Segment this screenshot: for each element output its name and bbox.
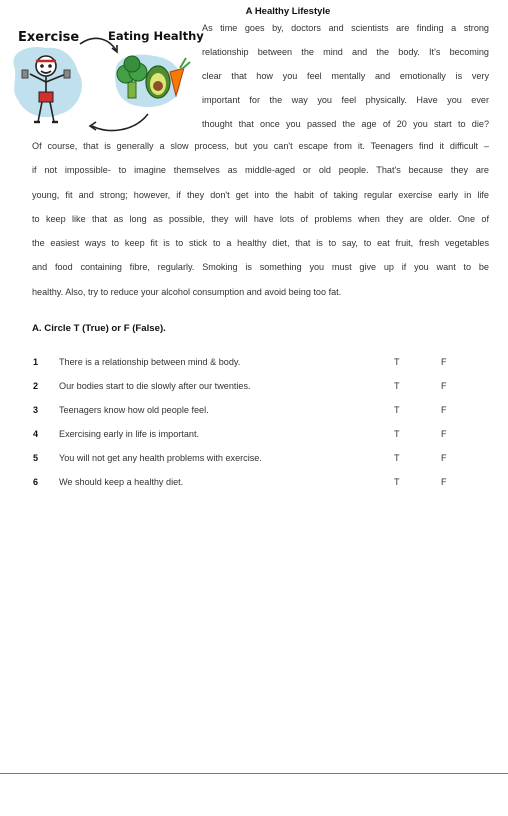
paragraph-line: healthy. Also, try to reduce your alcohol consumption and avoid being too fat. — [32, 286, 342, 297]
bottom-divider — [0, 773, 508, 774]
question-number: 5 — [33, 453, 39, 463]
body-paragraph — [32, 134, 489, 304]
avocado-icon — [146, 66, 170, 98]
document-title: A Healthy Lifestyle — [245, 6, 331, 17]
question-text: Teenagers know how old people feel. — [59, 405, 209, 415]
paragraph-line: to keep like that as long as possible, they will have lots of problems when they are older. One of — [32, 213, 489, 224]
question-row — [0, 357, 508, 371]
true-option[interactable]: T — [394, 429, 400, 439]
intro-paragraph — [202, 16, 489, 136]
paragraph-line: and food containing fibre, regularly. Smoking is something you must give up if you want to be — [32, 262, 489, 273]
paragraph-line: relationship between the mind and the body. It's becoming — [202, 47, 489, 57]
question-row — [0, 405, 508, 419]
true-option[interactable]: T — [394, 381, 400, 391]
false-option[interactable]: F — [441, 405, 447, 415]
label-exercise: Exercise — [18, 30, 80, 45]
question-text: You will not get any health problems with exercise. — [59, 453, 262, 463]
question-number: 3 — [33, 405, 39, 415]
paragraph-line: thought that once you passed the age of 20 you start to die? — [202, 119, 489, 129]
question-number: 6 — [33, 477, 39, 487]
paragraph-line: if not impossible- to imagine themselves as middle-aged or old people. That's because they are — [32, 165, 489, 176]
false-option[interactable]: F — [441, 477, 447, 487]
arrow-bottom-icon — [92, 114, 148, 130]
paragraph-line: As time goes by, doctors and scientists are finding a strong — [202, 23, 489, 33]
false-option[interactable]: F — [441, 429, 447, 439]
false-option[interactable]: F — [441, 357, 447, 367]
paragraph-line: Of course, that is generally a slow process, but you can't escape from it. Teenagers find it difficult – — [32, 141, 489, 151]
question-number: 4 — [33, 429, 39, 439]
label-eating-healthy: Eating Healthy — [108, 29, 204, 43]
true-option[interactable]: T — [394, 405, 400, 415]
question-row — [0, 429, 508, 443]
question-row — [0, 381, 508, 395]
true-option[interactable]: T — [394, 453, 400, 463]
question-number: 2 — [33, 381, 39, 391]
question-row — [0, 453, 508, 467]
paragraph-line: young, fit and strong; however, if they don't get into the habit of taking regular exercise early in life — [32, 189, 489, 200]
question-text: There is a relationship between mind & body. — [59, 357, 241, 367]
exercise-title: A. Circle T (True) or F (False). — [32, 323, 166, 334]
question-row — [0, 477, 508, 491]
true-option[interactable]: T — [394, 477, 400, 487]
question-number: 1 — [33, 357, 39, 367]
paragraph-line: the easiest ways to keep fit is to stick to a healthy diet, that is to say, to eat fruit, fresh vegetables — [32, 238, 489, 249]
false-option[interactable]: F — [441, 381, 447, 391]
question-text: Our bodies start to die slowly after our twenties. — [59, 381, 251, 391]
question-text: Exercising early in life is important. — [59, 429, 199, 439]
paragraph-line: important for the way you feel physically. Have you ever — [202, 95, 489, 105]
true-option[interactable]: T — [394, 357, 400, 367]
paragraph-line: clear that how you feel mentally and emotionally is very — [202, 71, 489, 81]
question-text: We should keep a healthy diet. — [59, 477, 184, 487]
false-option[interactable]: F — [441, 453, 447, 463]
